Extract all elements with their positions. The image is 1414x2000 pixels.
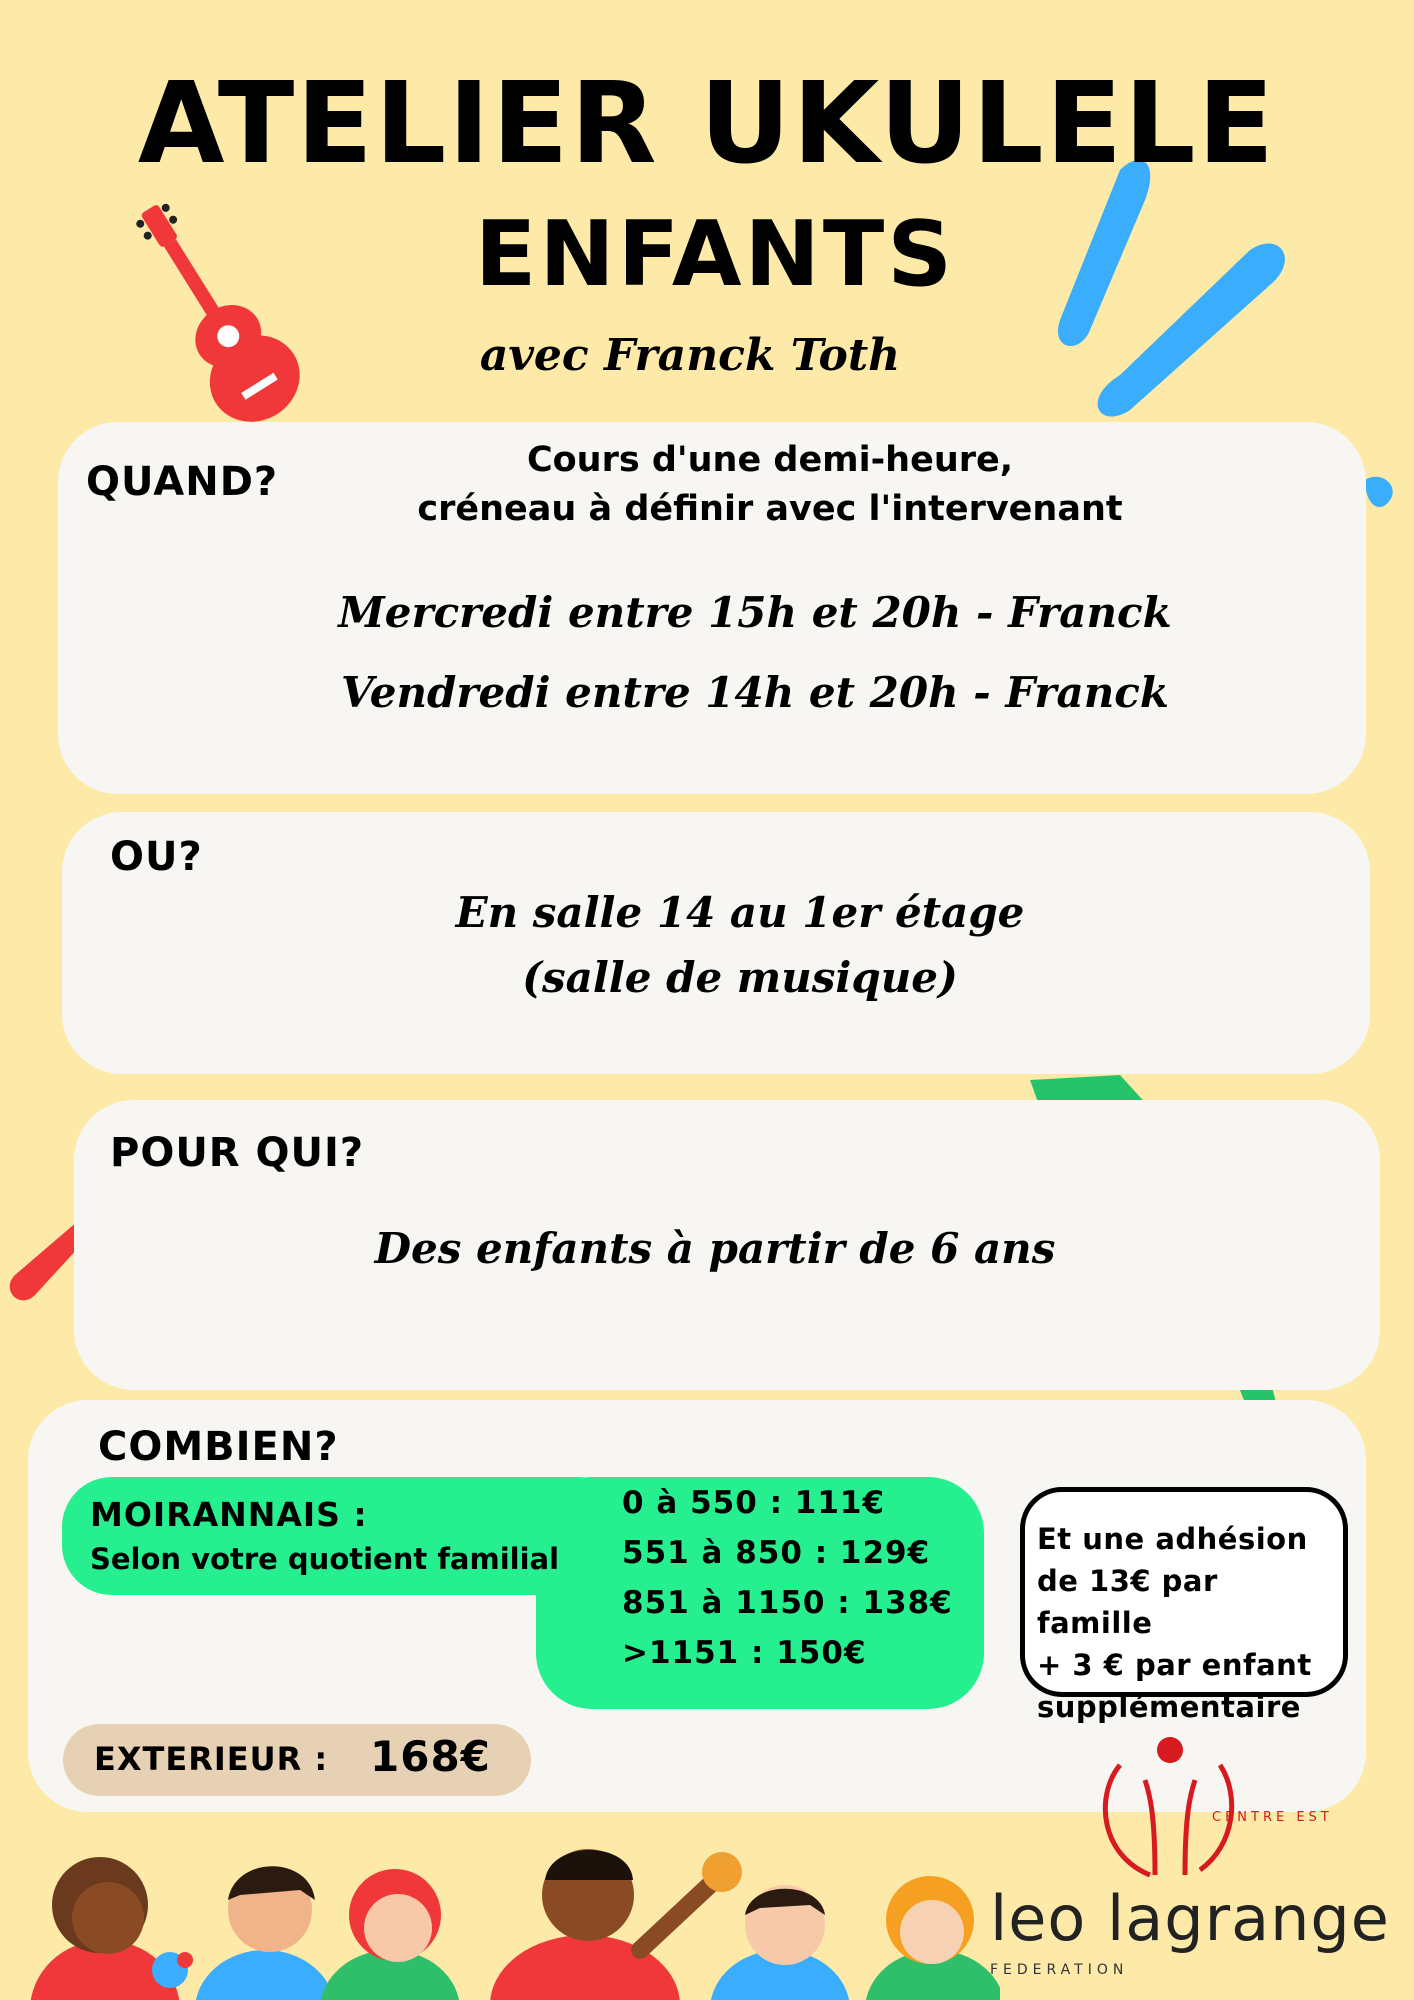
page-title-line2: ENFANTS <box>474 202 956 307</box>
combien-label: COMBIEN? <box>98 1424 339 1470</box>
ou-card <box>62 812 1370 1074</box>
ou-line2: (salle de musique) <box>522 953 958 1002</box>
quand-line1: Cours d'une demi-heure, <box>526 440 1014 480</box>
subtitle: avec Franck Toth <box>479 330 901 381</box>
quand-slot2: Vendredi entre 14h et 20h - Franck <box>341 668 1169 717</box>
tariff-4: >1151 : 150€ <box>622 1635 867 1671</box>
pour-qui-label: POUR QUI? <box>110 1130 365 1176</box>
ou-label: OU? <box>110 834 203 880</box>
page-title: ATELIER UKULELE <box>137 59 1277 189</box>
ou-line1: En salle 14 au 1er étage <box>455 888 1025 937</box>
exterieur-price: 168€ <box>370 1732 491 1781</box>
logo-federation: FEDERATION <box>990 1962 1129 1978</box>
pour-qui-text: Des enfants à partir de 6 ans <box>374 1224 1056 1273</box>
quand-line2: créneau à définir avec l'intervenant <box>417 489 1123 529</box>
children-illustration <box>0 1820 1000 2000</box>
quand-label: QUAND? <box>86 459 279 505</box>
note-line-2: de 13€ par famille <box>1037 1564 1218 1640</box>
tariff-1: 0 à 550 : 111€ <box>622 1485 886 1521</box>
note-line-1: Et une adhésion <box>1037 1522 1308 1556</box>
note-line-4: supplémentaire <box>1037 1690 1301 1724</box>
moirannais-label: MOIRANNAIS : <box>90 1495 368 1534</box>
exterieur-label: EXTERIEUR : <box>94 1740 329 1778</box>
logo-region: CENTRE EST <box>1212 1810 1333 1825</box>
quand-slot1: Mercredi entre 15h et 20h - Franck <box>338 588 1172 637</box>
note-line-3: + 3 € par enfant <box>1037 1648 1312 1682</box>
moirannais-sub: Selon votre quotient familial <box>90 1542 560 1576</box>
tariff-2: 551 à 850 : 129€ <box>622 1535 931 1571</box>
logo-name: leo lagrange <box>990 1882 1390 1955</box>
tariff-3: 851 à 1150 : 138€ <box>622 1585 953 1621</box>
membership-note <box>1020 1487 1348 1724</box>
